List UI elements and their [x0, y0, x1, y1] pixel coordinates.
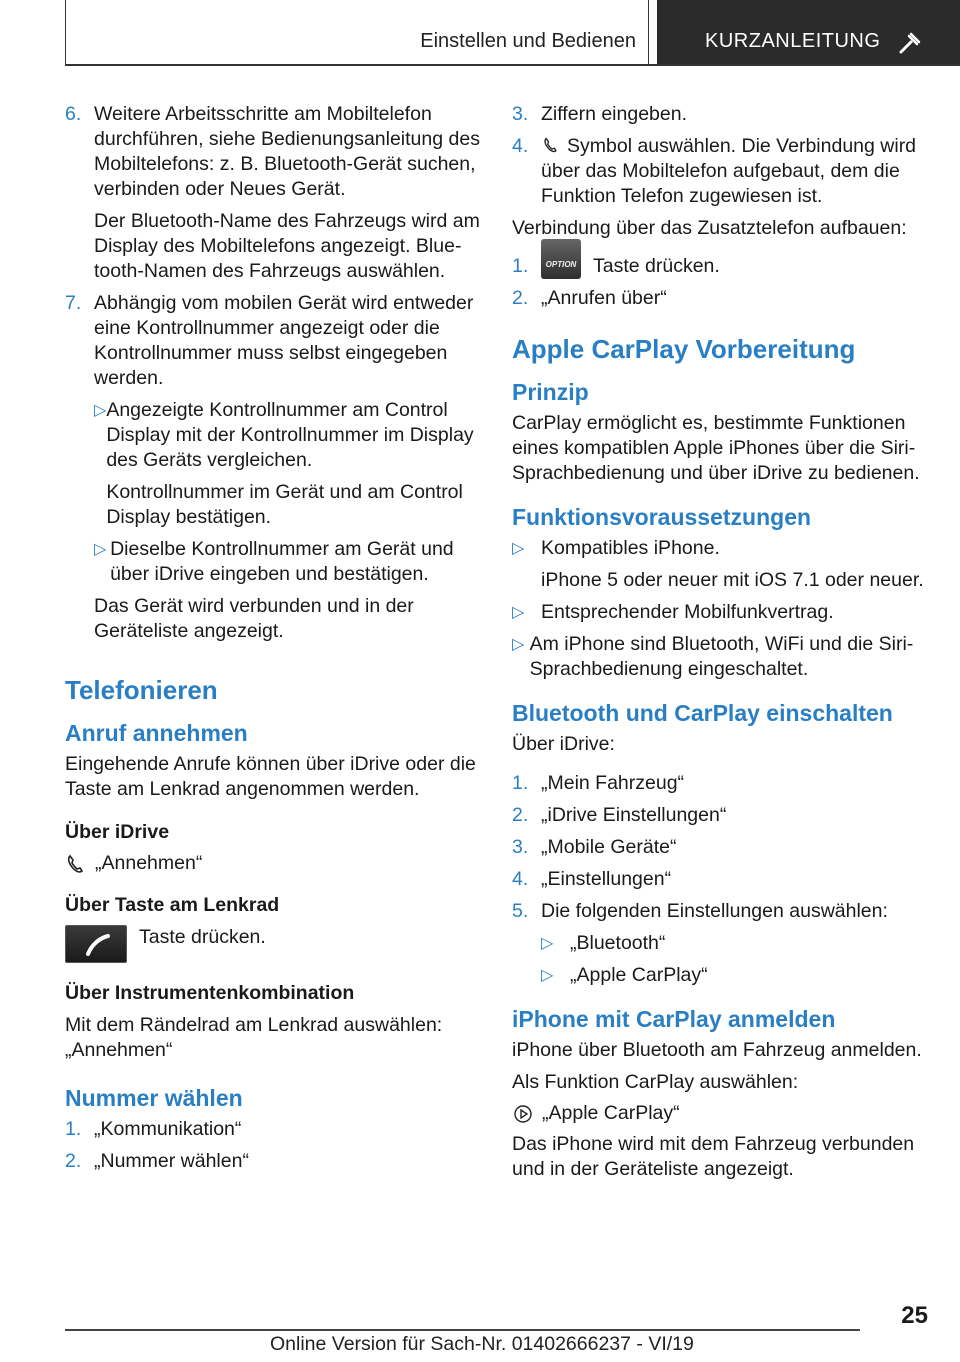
wrench-icon: [897, 30, 923, 56]
step-text: „Mein Fahrzeug“: [541, 772, 685, 794]
triangle-bullet-icon: ▷: [512, 540, 525, 557]
right-column: [512, 102, 932, 1189]
triangle-bullet-icon: ▷: [541, 967, 554, 984]
bullet-text: Angezeigte Kontrollnummer am Control Display mit der Kontrollnummer im Display des Geräts vergleichen.: [106, 399, 474, 471]
step-number: 7.: [65, 292, 82, 314]
step-number: 3.: [512, 836, 529, 858]
page-number: 25: [901, 1302, 928, 1329]
bullet-text: „Apple CarPlay“: [570, 964, 708, 986]
menu-path-row: [65, 852, 480, 875]
step-text: Taste drücken.: [593, 254, 720, 277]
menu-option-text: „Annehmen“: [95, 852, 203, 874]
heading-funktionsvoraussetzungen: Funktionsvoraussetzungen: [512, 504, 812, 530]
step-number: 6.: [65, 103, 82, 125]
bullet-text: Entsprechender Mobilfunkvertrag.: [541, 601, 834, 623]
bullet-note: Kontrollnummer im Gerät und am Control Display bestätigen.: [106, 481, 463, 528]
list-item: [65, 1117, 480, 1142]
bullet-item: [94, 537, 480, 587]
bullet-text: „Bluetooth“: [570, 932, 666, 954]
play-circle-icon: [512, 1103, 534, 1125]
step-text: „Kommunikation“: [94, 1118, 242, 1140]
header-section-box: [65, 0, 649, 66]
triangle-bullet-icon: ▷: [512, 636, 525, 653]
header-section-title: Einstellen und Bedienen: [420, 30, 636, 52]
heading-nummer-waehlen: Nummer wählen: [65, 1085, 243, 1111]
bullet-item: [541, 963, 932, 988]
list-item: [512, 286, 932, 311]
step-text: Ziffern eingeben.: [541, 103, 687, 125]
paragraph: Verbindung über das Zusatztelefon aufbauen:: [512, 217, 907, 239]
bullet-text: Kompatibles iPhone.: [541, 537, 720, 559]
step-number: 1.: [65, 1118, 82, 1140]
heading-ueber-instrument: Über Instrumentenkombination: [65, 982, 355, 1004]
list-item: [512, 899, 932, 924]
triangle-bullet-icon: ▷: [94, 541, 107, 558]
list-item: [512, 771, 932, 796]
paragraph: Als Funktion CarPlay auswählen:: [512, 1071, 799, 1093]
paragraph: iPhone über Bluetooth am Fahrzeug anmelden.: [512, 1039, 922, 1061]
step-text: Die folgenden Einstellungen auswählen:: [541, 900, 888, 922]
step-number: 2.: [512, 804, 529, 826]
heading-ueber-taste: Über Taste am Lenkrad: [65, 894, 280, 916]
button-row: [65, 925, 480, 963]
step-text: Abhängig vom mobilen Gerät wird entweder eine Kontrollnummer angezeigt oder die Kontrollnummer muss selbst eingegeben werden.: [94, 292, 474, 389]
header-rule: [65, 64, 960, 66]
step-number: 3.: [512, 103, 529, 125]
bullet-item: [541, 931, 932, 956]
step-text: [541, 134, 932, 209]
step-text: „Nummer wählen“: [94, 1150, 249, 1172]
footer-online-version: Online Version für Sach-Nr. 01402666237 - VI/19: [270, 1333, 694, 1355]
triangle-bullet-icon: ▷: [541, 935, 554, 952]
list-item: [512, 134, 932, 209]
triangle-bullet-icon: ▷: [94, 402, 107, 419]
heading-iphone-carplay: iPhone mit CarPlay anmelden: [512, 1006, 836, 1032]
phone-button-image: [65, 925, 127, 963]
step-text: Weitere Arbeitsschritte am Mobiltelefon durchführen, siehe Bedienungsanleitung des Mobiltelefons: z. B. Bluetooth-Gerät suchen, verbinden oder Neues Gerät.: [94, 103, 480, 200]
bullet-item: [512, 536, 932, 593]
header-chapter-tab[interactable]: [657, 0, 960, 64]
phone-icon: [65, 853, 87, 875]
bullet-note: iPhone 5 oder neuer mit iOS 7.1 oder neuer.: [541, 569, 924, 591]
step-note: Der Bluetooth-Name des Fahrzeugs wird am Display des Mobiltelefons angezeigt. Bluetooth-Namen des Fahrzeugs auswählen.: [94, 210, 480, 282]
bullet-item: [94, 398, 480, 530]
step-number: 1.: [512, 772, 529, 794]
menu-path-row: [512, 1102, 932, 1125]
step-result: Das Gerät wird verbunden und in der Geräteliste angezeigt.: [94, 595, 414, 642]
list-item: [65, 102, 480, 284]
button-instruction: Taste drücken.: [139, 926, 266, 948]
step-number: 2.: [65, 1150, 82, 1172]
step-number: 4.: [512, 135, 529, 157]
paragraph: Mit dem Rändelrad am Lenkrad auswählen:: [65, 1014, 443, 1036]
heading-apple-carplay: Apple CarPlay Vorbereitung: [512, 334, 856, 364]
heading-telefonieren: Telefonieren: [65, 675, 218, 705]
phone-icon: [541, 136, 561, 154]
step-text: „Einstellungen“: [541, 868, 672, 890]
step-number: 1.: [512, 254, 529, 277]
bullet-item: [512, 632, 932, 682]
paragraph: Über iDrive:: [512, 733, 615, 755]
paragraph: Eingehende Anrufe können über iDrive oder die Taste am Lenkrad angenommen werden.: [65, 753, 476, 800]
list-item: [512, 253, 932, 279]
footer-rule: [65, 1329, 860, 1331]
bullet-text: Am iPhone sind Bluetooth, WiFi und die Siri-Sprachbedienung eingeschaltet.: [529, 633, 914, 680]
menu-option-text: „Annehmen“: [65, 1039, 173, 1061]
heading-prinzip: Prinzip: [512, 379, 589, 405]
left-column: [65, 102, 480, 1181]
step-text: „Mobile Geräte“: [541, 836, 677, 858]
heading-anruf-annehmen: Anruf annehmen: [65, 720, 248, 746]
list-item: [512, 102, 932, 127]
step-number: 2.: [512, 287, 529, 309]
list-item: [512, 803, 932, 828]
heading-ueber-idrive: Über iDrive: [65, 821, 170, 843]
option-button-image: [541, 239, 581, 279]
header-chapter-title: KURZANLEITUNG: [705, 30, 881, 52]
heading-bluetooth-carplay: Bluetooth und CarPlay einschalten: [512, 700, 893, 726]
step-text: „Anrufen über“: [541, 287, 667, 309]
step-text: „iDrive Einstellungen“: [541, 804, 727, 826]
list-item: [65, 291, 480, 391]
triangle-bullet-icon: ▷: [512, 604, 525, 621]
step-number: 5.: [512, 900, 529, 922]
bullet-item: [512, 600, 932, 625]
menu-option-text: „Apple CarPlay“: [542, 1102, 680, 1124]
phone-handset-icon: [66, 926, 128, 964]
list-item: [512, 835, 932, 860]
list-item: [65, 1149, 480, 1174]
paragraph: CarPlay ermöglicht es, bestimmte Funktionen eines kompatiblen Apple iPhones über die Siri-Sprachbedienung und über iDrive zu bedienen.: [512, 412, 920, 484]
list-item: [512, 867, 932, 892]
step-number: 4.: [512, 868, 529, 890]
option-button-label: OPTION: [545, 260, 577, 269]
bullet-text: Dieselbe Kontrollnummer am Gerät und über iDrive eingeben und bestätigen.: [110, 538, 454, 585]
step-text-body: Symbol auswählen. Die Verbindung wird über das Mobiltelefon aufgebaut, dem die Funktion Telefon zugewiesen ist.: [541, 135, 917, 207]
paragraph: Das iPhone wird mit dem Fahrzeug verbunden und in der Geräteliste angezeigt.: [512, 1133, 915, 1180]
